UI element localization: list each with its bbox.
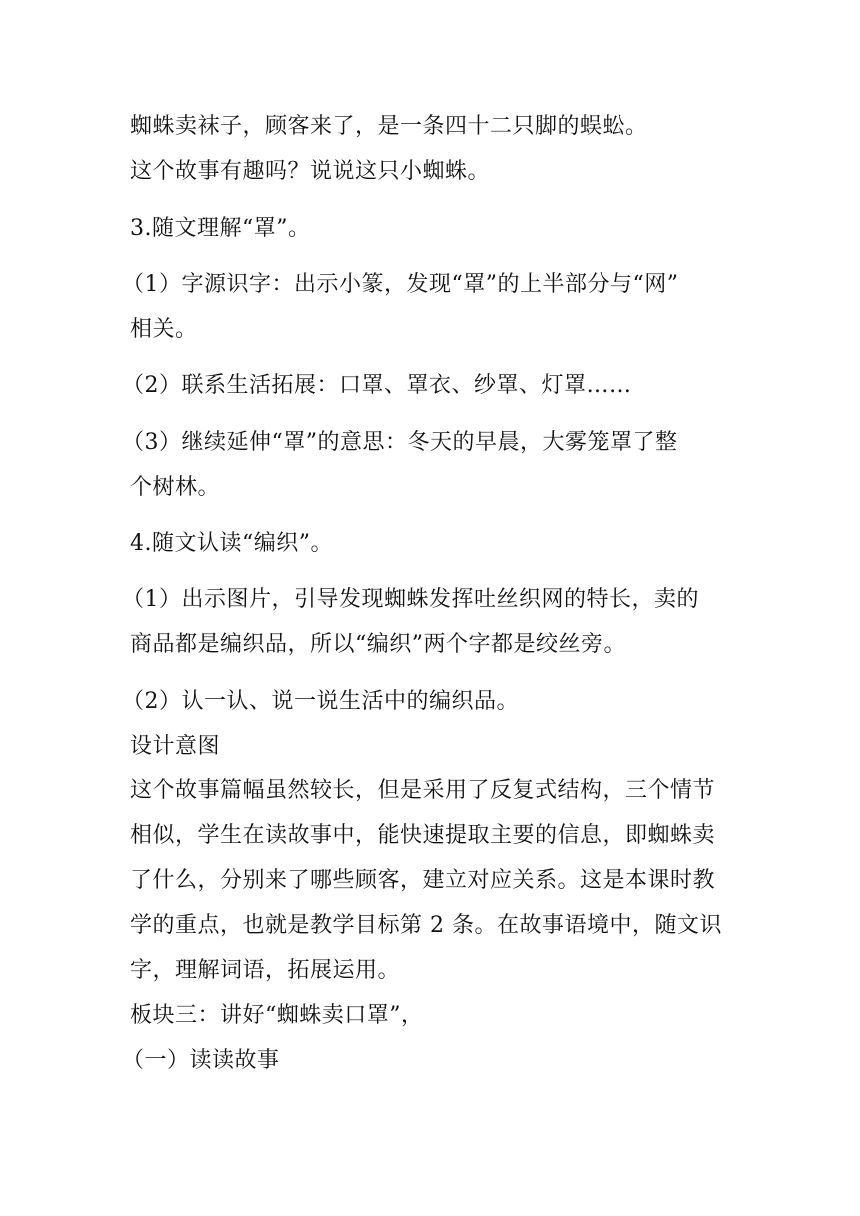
section-heading-block-three: 板块三：讲好“蜘蛛卖口罩”，	[130, 1003, 424, 1028]
subsection-heading-read-story: （一）读读故事	[122, 1048, 280, 1073]
text-line-6: （2）联系生活拓展：口罩、罩衣、纱罩、灯罩……	[122, 373, 632, 398]
text-line-3: 3.随文理解“罩”。	[130, 216, 311, 241]
text-line-15: 相似，学生在读故事中，能快速提取主要的信息，即蜘蛛卖	[130, 823, 716, 848]
text-line-12: （2）认一认、说一说生活中的编织品。	[122, 689, 519, 714]
text-line-2: 这个故事有趣吗？说说这只小蜘蛛。	[130, 159, 491, 184]
text-line-1: 蜘蛛卖袜子，顾客来了，是一条四十二只脚的蜈蚣。	[130, 114, 648, 139]
text-line-7: （3）继续延伸“罩”的意思：冬天的早晨，大雾笼罩了整	[122, 430, 678, 455]
section-heading-design-intent: 设计意图	[130, 734, 221, 759]
text-line-14: 这个故事篇幅虽然较长，但是采用了反复式结构，三个情节	[130, 778, 716, 803]
text-line-17: 学的重点，也就是教学目标第 2 条。在故事语境中，随文识	[130, 913, 722, 938]
text-line-18: 字，理解词语，拓展运用。	[130, 958, 401, 983]
text-line-11: 商品都是编织品，所以“编织”两个字都是绞丝旁。	[130, 632, 626, 657]
text-line-9: 4.随文认读“编织”。	[130, 531, 333, 556]
text-line-16: 了什么，分别来了哪些顾客，建立对应关系。这是本课时教	[130, 868, 716, 893]
text-line-10: （1）出示图片，引导发现蜘蛛发挥吐丝织网的特长，卖的	[122, 587, 699, 612]
text-line-4: （1）字源识字：出示小篆，发现“罩”的上半部分与“网”	[122, 272, 679, 297]
text-line-8: 个树林。	[130, 475, 221, 500]
text-line-5: 相关。	[130, 317, 198, 342]
